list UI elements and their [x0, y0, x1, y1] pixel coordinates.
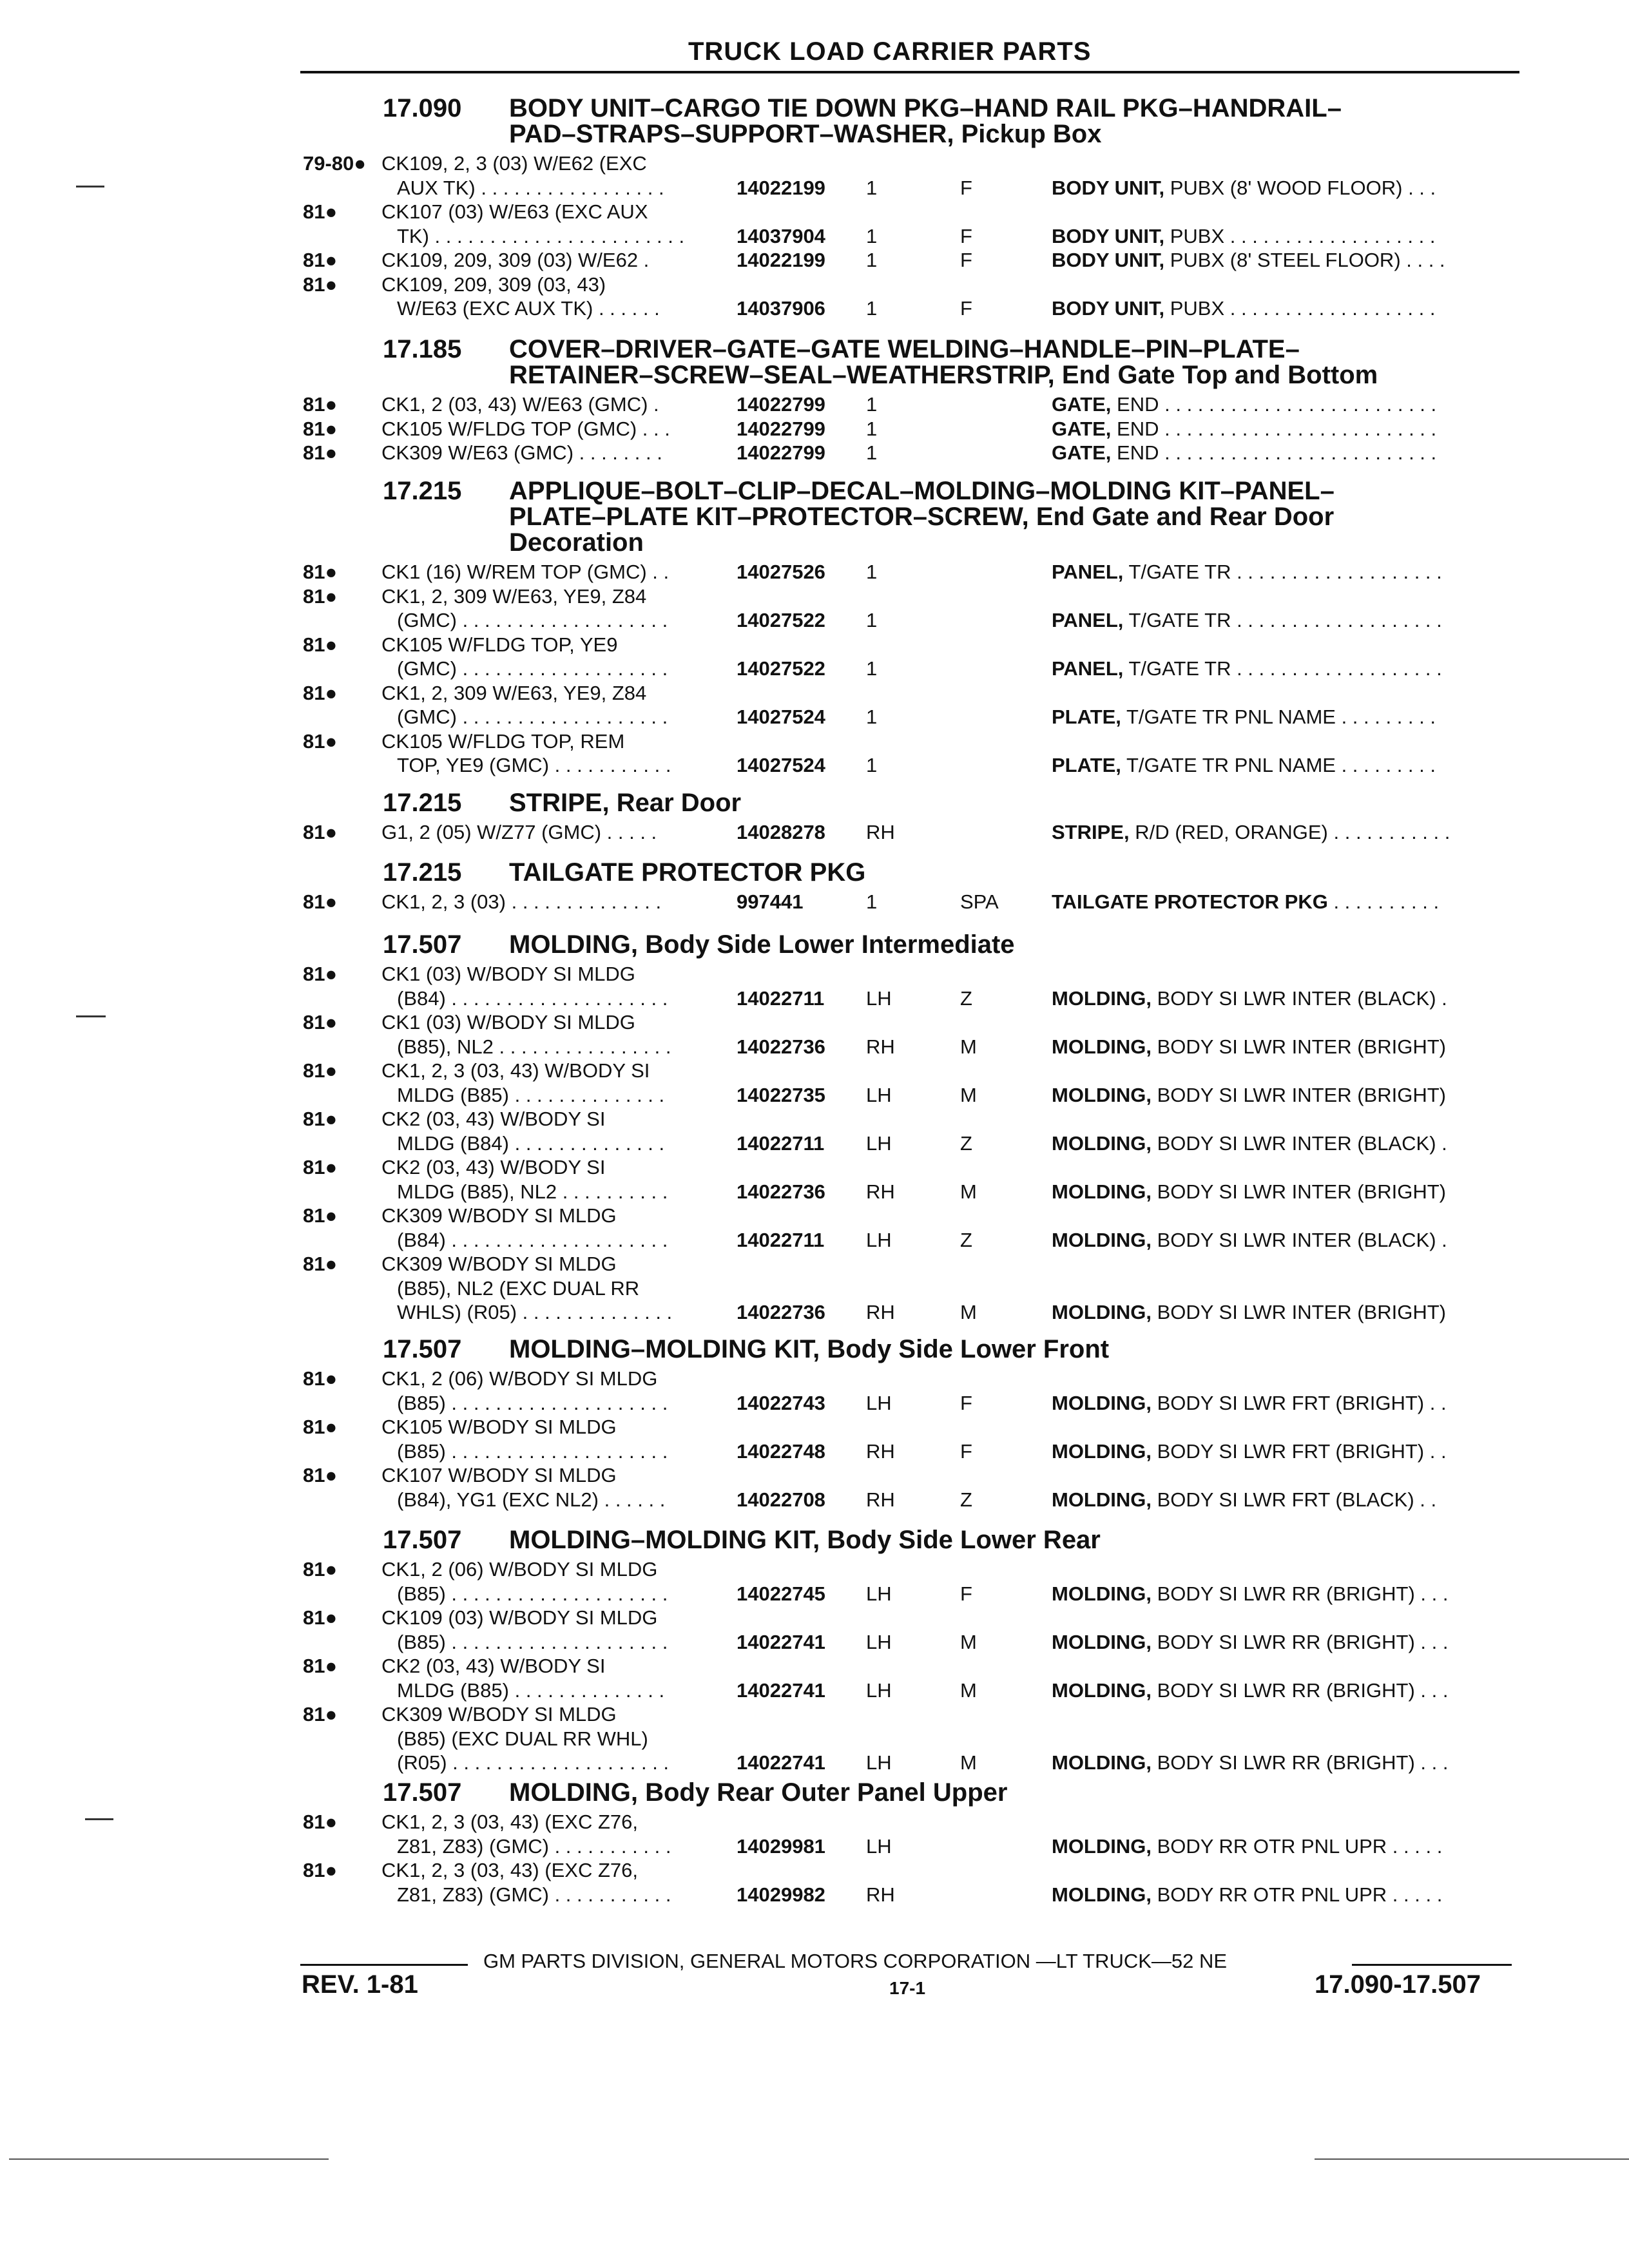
part-description: [1052, 1180, 1446, 1204]
part-description: [1052, 1035, 1446, 1059]
source-code: Z: [960, 1131, 972, 1155]
part-description: [1052, 1835, 1442, 1858]
part-description: [1052, 821, 1450, 844]
part-name: MOLDING,: [1052, 1131, 1152, 1155]
quantity: 1: [866, 417, 878, 440]
part-number: 14022748: [737, 1439, 825, 1463]
application-text: TOP, YE9 (GMC) . . . . . . . . . . .: [397, 754, 671, 776]
part-description: [1052, 1229, 1447, 1252]
source-code: Z: [960, 1228, 972, 1251]
part-number: 14022741: [737, 1751, 825, 1774]
section-heading: [383, 336, 1300, 362]
quantity: 1: [866, 224, 878, 247]
model-year: 81●: [303, 249, 338, 271]
quantity: LH: [866, 1228, 892, 1251]
application-text: CK1, 2 (06) W/BODY SI MLDG: [381, 1558, 658, 1581]
quantity: 1: [866, 890, 878, 913]
source-code: F: [960, 224, 972, 247]
part-description: [1052, 754, 1436, 777]
model-year: 81●: [303, 200, 338, 223]
application-text: Z81, Z83) (GMC) . . . . . . . . . . .: [397, 1834, 671, 1858]
model-year: 81●: [303, 1108, 338, 1130]
model-year: 81●: [303, 1464, 338, 1486]
part-number: 14029982: [737, 1883, 825, 1906]
application-text: (B84), YG1 (EXC NL2) . . . . . .: [397, 1488, 666, 1511]
application-text: MLDG (B85) . . . . . . . . . . . . . .: [397, 1678, 665, 1702]
model-year: 81●: [303, 561, 338, 583]
part-name: TAILGATE PROTECTOR PKG: [1052, 890, 1328, 913]
model-year: 81●: [303, 417, 338, 440]
part-name: MOLDING,: [1052, 1678, 1152, 1702]
model-year: 81●: [303, 963, 338, 985]
part-description: [1052, 249, 1445, 272]
application-text: CK1, 2, 3 (03, 43) W/BODY SI: [381, 1059, 650, 1082]
part-name: MOLDING,: [1052, 1883, 1152, 1906]
source-code: M: [960, 1083, 977, 1106]
part-name: PANEL,: [1052, 561, 1124, 583]
section-heading: [383, 790, 741, 816]
part-detail: BODY SI LWR RR (BRIGHT) . . .: [1152, 1582, 1449, 1605]
part-detail: BODY SI LWR FRT (BRIGHT) . .: [1152, 1439, 1447, 1463]
application-text: CK2 (03, 43) W/BODY SI: [381, 1156, 606, 1178]
application-text: CK1 (16) W/REM TOP (GMC) . .: [381, 561, 670, 583]
part-name: BODY UNIT,: [1052, 297, 1165, 320]
application-text: CK109, 2, 3 (03) W/E62 (EXC: [381, 152, 647, 175]
part-detail: . . . . . . . . . .: [1327, 890, 1440, 913]
bottom-margin-rule-right: [1315, 2158, 1629, 2160]
application-text: CK1, 2, 309 W/E63, YE9, Z84: [381, 681, 647, 704]
section-heading: [383, 1527, 1101, 1553]
quantity: LH: [866, 1630, 892, 1653]
section-heading: [383, 860, 865, 885]
model-year: 81●: [303, 1011, 338, 1033]
section-title-continued: PLATE–PLATE KIT–PROTECTOR–SCREW, End Gate and Rear Door: [509, 503, 1335, 531]
part-description: [1052, 1440, 1447, 1463]
part-name: MOLDING,: [1052, 1301, 1152, 1323]
part-number: 14027522: [737, 609, 825, 631]
part-number: 14022736: [737, 1035, 825, 1058]
model-year: 81●: [303, 1606, 338, 1629]
application-text: CK105 W/FLDG TOP, REM: [381, 729, 625, 753]
application-text: CK107 W/BODY SI MLDG: [381, 1464, 617, 1486]
part-detail: BODY RR OTR PNL UPR . . . . .: [1152, 1883, 1443, 1906]
application-text: CK309 W/BODY SI MLDG: [381, 1204, 617, 1227]
source-code: F: [960, 297, 972, 320]
part-number: 14037904: [737, 224, 825, 247]
part-description: [1052, 561, 1442, 584]
application-text: CK105 W/BODY SI MLDG: [381, 1416, 617, 1438]
part-description: [1052, 1392, 1447, 1415]
footer-page-number: 17-1: [889, 1978, 926, 1998]
source-code: M: [960, 1035, 977, 1058]
part-number: 14022741: [737, 1678, 825, 1702]
quantity: LH: [866, 1678, 892, 1702]
application-text: CK1, 2, 3 (03, 43) (EXC Z76,: [381, 1859, 639, 1881]
part-name: MOLDING,: [1052, 1751, 1152, 1774]
part-number: 14022199: [737, 176, 825, 199]
part-name: GATE,: [1052, 417, 1112, 440]
part-detail: PUBX . . . . . . . . . . . . . . . . . . .: [1164, 224, 1436, 247]
part-name: MOLDING,: [1052, 1582, 1152, 1605]
application-text: CK309 W/E63 (GMC) . . . . . . . .: [381, 441, 662, 464]
part-number: 14022736: [737, 1180, 825, 1203]
part-description: [1052, 1132, 1447, 1155]
part-name: GATE,: [1052, 393, 1112, 416]
section-number: 17.507: [383, 1526, 462, 1554]
part-number: 14029981: [737, 1834, 825, 1858]
part-detail: BODY RR OTR PNL UPR . . . . .: [1152, 1834, 1443, 1858]
part-description: [1052, 609, 1442, 632]
header-rule: [300, 71, 1519, 73]
source-code: M: [960, 1751, 977, 1774]
part-name: MOLDING,: [1052, 1228, 1152, 1251]
part-detail: PUBX (8' STEEL FLOOR) . . . .: [1164, 249, 1445, 271]
source-code: F: [960, 1582, 972, 1605]
part-description: [1052, 1631, 1448, 1654]
quantity: LH: [866, 986, 892, 1010]
model-year: 81●: [303, 729, 338, 753]
application-text: CK2 (03, 43) W/BODY SI: [381, 1655, 606, 1677]
quantity: 1: [866, 657, 878, 680]
application-text: (B85), NL2 (EXC DUAL RR: [397, 1276, 640, 1300]
section-title: MOLDING, Body Side Lower Intermediate: [509, 930, 1015, 959]
part-number: 14022711: [737, 986, 825, 1010]
part-detail: T/GATE TR PNL NAME . . . . . . . . .: [1121, 706, 1436, 728]
part-number: 14022799: [737, 417, 825, 440]
part-description: [1052, 1488, 1436, 1512]
part-detail: BODY SI LWR RR (BRIGHT) . . .: [1152, 1678, 1449, 1702]
quantity: RH: [866, 1883, 895, 1906]
application-text: (B85), NL2 . . . . . . . . . . . . . . . .: [397, 1035, 671, 1058]
part-number: 14022708: [737, 1488, 825, 1511]
model-year: 81●: [303, 681, 338, 704]
part-description: [1052, 1084, 1446, 1107]
section-title: MOLDING–MOLDING KIT, Body Side Lower Front: [509, 1335, 1110, 1363]
model-year: 79-80●: [303, 152, 367, 175]
source-code: F: [960, 176, 972, 199]
application-text: MLDG (B85), NL2 . . . . . . . . . .: [397, 1180, 668, 1203]
part-description: [1052, 1679, 1448, 1702]
part-name: MOLDING,: [1052, 1630, 1152, 1653]
model-year: 81●: [303, 273, 338, 296]
application-text: AUX TK) . . . . . . . . . . . . . . . . .: [397, 176, 664, 199]
quantity: RH: [866, 1301, 895, 1323]
quantity: LH: [866, 1751, 892, 1774]
part-detail: T/GATE TR . . . . . . . . . . . . . . . . . . .: [1123, 561, 1442, 583]
section-number: 17.090: [383, 94, 462, 122]
part-number: 14022199: [737, 249, 825, 271]
quantity: 1: [866, 176, 878, 199]
application-text: (B85) (EXC DUAL RR WHL): [397, 1727, 648, 1750]
model-year: 81●: [303, 1204, 338, 1227]
part-number: 14022799: [737, 441, 825, 464]
source-code: SPA: [960, 890, 999, 913]
section-number: 17.507: [383, 930, 462, 959]
application-text: CK2 (03, 43) W/BODY SI: [381, 1108, 606, 1130]
part-name: MOLDING,: [1052, 986, 1152, 1010]
section-title-continued: Decoration: [509, 528, 644, 557]
section-title: COVER–DRIVER–GATE–GATE WELDING–HANDLE–PIN–PLATE–: [509, 335, 1300, 363]
section-heading: [383, 932, 1015, 957]
part-name: BODY UNIT,: [1052, 176, 1165, 199]
source-code: M: [960, 1678, 977, 1702]
part-name: MOLDING,: [1052, 1834, 1152, 1858]
part-number: 14022745: [737, 1582, 825, 1605]
part-detail: END . . . . . . . . . . . . . . . . . . . . . . . . .: [1111, 393, 1437, 416]
model-year: 81●: [303, 1156, 338, 1178]
application-text: CK1, 2, 309 W/E63, YE9, Z84: [381, 584, 647, 608]
model-year: 81●: [303, 1367, 338, 1390]
part-number: 14022741: [737, 1630, 825, 1653]
model-year: 81●: [303, 1655, 338, 1677]
part-description: [1052, 225, 1435, 248]
part-detail: END . . . . . . . . . . . . . . . . . . . . . . . . .: [1111, 441, 1437, 464]
margin-mark: [76, 1015, 106, 1017]
part-number: 14027524: [737, 754, 825, 776]
application-text: (GMC) . . . . . . . . . . . . . . . . . . .: [397, 609, 668, 631]
part-name: GATE,: [1052, 441, 1112, 464]
model-year: 81●: [303, 1416, 338, 1438]
part-description: [1052, 393, 1436, 416]
model-year: 81●: [303, 393, 338, 416]
part-name: MOLDING,: [1052, 1180, 1152, 1203]
part-name: PLATE,: [1052, 754, 1121, 776]
model-year: 81●: [303, 1811, 338, 1833]
section-heading: [383, 1336, 1109, 1362]
part-name: MOLDING,: [1052, 1391, 1152, 1414]
application-text: CK1 (03) W/BODY SI MLDG: [381, 963, 635, 985]
application-text: (B85) . . . . . . . . . . . . . . . . . . . .: [397, 1391, 668, 1414]
source-code: F: [960, 249, 972, 271]
part-number: 14022736: [737, 1301, 825, 1323]
source-code: F: [960, 1391, 972, 1414]
model-year: 81●: [303, 821, 338, 843]
application-text: CK1, 2 (06) W/BODY SI MLDG: [381, 1367, 658, 1390]
model-year: 81●: [303, 584, 338, 608]
part-name: BODY UNIT,: [1052, 224, 1165, 247]
part-description: [1052, 441, 1436, 465]
application-text: CK109, 209, 309 (03, 43): [381, 273, 606, 296]
part-detail: BODY SI LWR INTER (BRIGHT): [1152, 1301, 1446, 1323]
part-name: STRIPE,: [1052, 821, 1130, 843]
part-name: MOLDING,: [1052, 1083, 1152, 1106]
application-text: CK105 W/FLDG TOP (GMC) . . .: [381, 417, 670, 440]
source-code: F: [960, 1439, 972, 1463]
part-description: [1052, 418, 1436, 441]
source-code: M: [960, 1180, 977, 1203]
application-text: WHLS) (R05) . . . . . . . . . . . . . .: [397, 1301, 673, 1323]
footer-revision: REV. 1-81: [302, 1970, 418, 1999]
source-code: M: [960, 1630, 977, 1653]
part-description: [1052, 177, 1436, 200]
quantity: 1: [866, 754, 878, 776]
part-detail: R/D (RED, ORANGE) . . . . . . . . . . .: [1129, 821, 1451, 843]
section-heading: [383, 95, 1342, 121]
part-number: 14022799: [737, 393, 825, 416]
part-name: MOLDING,: [1052, 1439, 1152, 1463]
part-description: [1052, 706, 1436, 729]
model-year: 81●: [303, 1703, 338, 1725]
part-detail: T/GATE TR PNL NAME . . . . . . . . .: [1121, 754, 1436, 776]
part-description: [1052, 1751, 1448, 1774]
part-name: PANEL,: [1052, 609, 1124, 631]
part-number: 997441: [737, 890, 804, 913]
part-description: [1052, 987, 1447, 1010]
section-number: 17.215: [383, 858, 462, 887]
application-text: CK1, 2, 3 (03, 43) (EXC Z76,: [381, 1811, 639, 1833]
quantity: RH: [866, 1035, 895, 1058]
part-detail: END . . . . . . . . . . . . . . . . . . . . . . . . .: [1111, 417, 1437, 440]
application-text: CK109, 209, 309 (03) W/E62 .: [381, 249, 650, 271]
part-description: [1052, 297, 1435, 320]
quantity: 1: [866, 297, 878, 320]
section-number: 17.185: [383, 335, 462, 363]
application-text: (B84) . . . . . . . . . . . . . . . . . . . .: [397, 1228, 668, 1251]
part-number: 14022711: [737, 1131, 825, 1155]
part-name: PLATE,: [1052, 706, 1121, 728]
part-detail: T/GATE TR . . . . . . . . . . . . . . . . . . .: [1123, 657, 1442, 680]
model-year: 81●: [303, 1253, 338, 1275]
application-text: CK309 W/BODY SI MLDG: [381, 1703, 617, 1725]
footer-division: GM PARTS DIVISION, GENERAL MOTORS CORPORATION —LT TRUCK—52 NE: [483, 1950, 1228, 1972]
application-text: Z81, Z83) (GMC) . . . . . . . . . . .: [397, 1883, 671, 1906]
quantity: RH: [866, 1439, 895, 1463]
source-code: Z: [960, 986, 972, 1010]
part-name: PANEL,: [1052, 657, 1124, 680]
footer-section-range: 17.090-17.507: [1315, 1970, 1481, 1999]
model-year: 81●: [303, 890, 338, 913]
quantity: LH: [866, 1834, 892, 1858]
quantity: LH: [866, 1582, 892, 1605]
part-description: [1052, 657, 1442, 680]
section-title: APPLIQUE–BOLT–CLIP–DECAL–MOLDING–MOLDING KIT–PANEL–: [509, 477, 1335, 505]
part-number: 14027522: [737, 657, 825, 680]
section-title: MOLDING–MOLDING KIT, Body Side Lower Rear: [509, 1526, 1101, 1554]
model-year: 81●: [303, 1558, 338, 1581]
part-detail: BODY SI LWR INTER (BRIGHT): [1152, 1180, 1446, 1203]
application-text: CK1 (03) W/BODY SI MLDG: [381, 1011, 635, 1033]
section-title: TAILGATE PROTECTOR PKG: [509, 858, 866, 887]
quantity: RH: [866, 1180, 895, 1203]
part-detail: BODY SI LWR FRT (BRIGHT) . .: [1152, 1391, 1447, 1414]
quantity: 1: [866, 609, 878, 631]
bottom-margin-rule-left: [9, 2158, 329, 2160]
quantity: RH: [866, 821, 895, 843]
part-name: BODY UNIT,: [1052, 249, 1165, 271]
part-number: 14027526: [737, 561, 825, 583]
section-number: 17.215: [383, 477, 462, 505]
quantity: LH: [866, 1083, 892, 1106]
part-detail: BODY SI LWR RR (BRIGHT) . . .: [1152, 1751, 1449, 1774]
part-detail: BODY SI LWR INTER (BLACK) .: [1152, 1228, 1447, 1251]
part-detail: BODY SI LWR RR (BRIGHT) . . .: [1152, 1630, 1449, 1653]
section-heading: [383, 478, 1335, 504]
quantity: 1: [866, 561, 878, 583]
footer-rule-left: [300, 1964, 468, 1966]
part-description: [1052, 1883, 1442, 1907]
part-name: MOLDING,: [1052, 1035, 1152, 1058]
application-text: G1, 2 (05) W/Z77 (GMC) . . . . .: [381, 821, 657, 843]
section-title-continued: RETAINER–SCREW–SEAL–WEATHERSTRIP, End Gate Top and Bottom: [509, 361, 1378, 389]
part-number: 14027524: [737, 706, 825, 728]
part-detail: T/GATE TR . . . . . . . . . . . . . . . . . . .: [1123, 609, 1442, 631]
section-title: STRIPE, Rear Door: [509, 789, 742, 817]
application-text: TK) . . . . . . . . . . . . . . . . . . . . . . .: [397, 224, 685, 247]
part-number: 14037906: [737, 297, 825, 320]
application-text: CK309 W/BODY SI MLDG: [381, 1253, 617, 1275]
application-text: CK1, 2 (03, 43) W/E63 (GMC) .: [381, 393, 659, 416]
application-text: MLDG (B85) . . . . . . . . . . . . . .: [397, 1083, 665, 1106]
model-year: 81●: [303, 1859, 338, 1881]
margin-mark: [76, 186, 104, 187]
quantity: 1: [866, 393, 878, 416]
part-detail: PUBX . . . . . . . . . . . . . . . . . . .: [1164, 297, 1436, 320]
section-number: 17.507: [383, 1778, 462, 1807]
part-detail: BODY SI LWR INTER (BLACK) .: [1152, 986, 1447, 1010]
part-number: 14022743: [737, 1391, 825, 1414]
model-year: 81●: [303, 1059, 338, 1082]
part-detail: PUBX (8' WOOD FLOOR) . . .: [1164, 176, 1436, 199]
part-detail: BODY SI LWR INTER (BRIGHT): [1152, 1035, 1446, 1058]
model-year: 81●: [303, 633, 338, 656]
section-number: 17.215: [383, 789, 462, 817]
part-description: [1052, 890, 1439, 914]
application-text: (B85) . . . . . . . . . . . . . . . . . . . .: [397, 1630, 668, 1653]
application-text: CK109 (03) W/BODY SI MLDG: [381, 1606, 658, 1629]
part-number: 14028278: [737, 821, 825, 843]
section-title-continued: PAD–STRAPS–SUPPORT–WASHER, Pickup Box: [509, 120, 1102, 148]
section-title: MOLDING, Body Rear Outer Panel Upper: [509, 1778, 1008, 1807]
quantity: 1: [866, 441, 878, 464]
source-code: Z: [960, 1488, 972, 1511]
model-year: 81●: [303, 441, 338, 464]
application-text: W/E63 (EXC AUX TK) . . . . . .: [397, 297, 660, 320]
page-title: TRUCK LOAD CARRIER PARTS: [688, 37, 1092, 66]
section-title: BODY UNIT–CARGO TIE DOWN PKG–HAND RAIL PKG–HANDRAIL–: [509, 94, 1342, 122]
application-text: CK105 W/FLDG TOP, YE9: [381, 633, 618, 656]
section-number: 17.507: [383, 1335, 462, 1363]
application-text: CK107 (03) W/E63 (EXC AUX: [381, 200, 648, 223]
quantity: LH: [866, 1391, 892, 1414]
application-text: CK1, 2, 3 (03) . . . . . . . . . . . . . .: [381, 890, 662, 913]
application-text: (B85) . . . . . . . . . . . . . . . . . . . .: [397, 1439, 668, 1463]
quantity: RH: [866, 1488, 895, 1511]
application-text: (GMC) . . . . . . . . . . . . . . . . . . .: [397, 657, 668, 680]
part-description: [1052, 1582, 1448, 1606]
part-detail: BODY SI LWR INTER (BLACK) .: [1152, 1131, 1447, 1155]
part-number: 14022711: [737, 1228, 825, 1251]
part-detail: BODY SI LWR INTER (BRIGHT): [1152, 1083, 1446, 1106]
application-text: MLDG (B84) . . . . . . . . . . . . . .: [397, 1131, 665, 1155]
application-text: (R05) . . . . . . . . . . . . . . . . . . . .: [397, 1751, 670, 1774]
application-text: (B85) . . . . . . . . . . . . . . . . . . . .: [397, 1582, 668, 1605]
section-heading: [383, 1780, 1007, 1805]
part-description: [1052, 1301, 1446, 1324]
margin-mark: [85, 1818, 113, 1820]
part-name: MOLDING,: [1052, 1488, 1152, 1511]
quantity: 1: [866, 706, 878, 728]
source-code: M: [960, 1301, 977, 1323]
part-number: 14022735: [737, 1083, 825, 1106]
application-text: (B84) . . . . . . . . . . . . . . . . . . . .: [397, 986, 668, 1010]
footer-rule-right: [1352, 1964, 1512, 1966]
part-detail: BODY SI LWR FRT (BLACK) . .: [1152, 1488, 1437, 1511]
application-text: (GMC) . . . . . . . . . . . . . . . . . . .: [397, 706, 668, 728]
quantity: LH: [866, 1131, 892, 1155]
quantity: 1: [866, 249, 878, 271]
